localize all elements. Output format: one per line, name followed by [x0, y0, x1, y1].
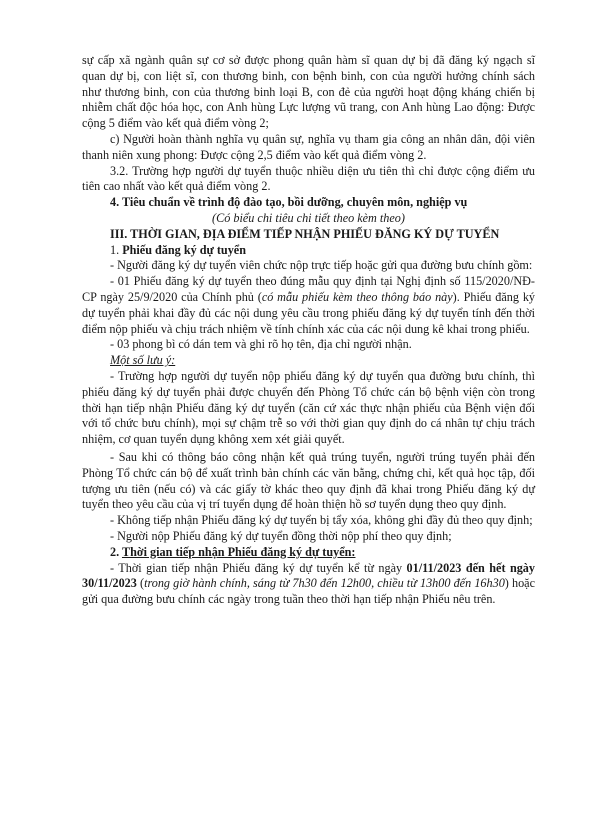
heading-subsection-1: [82, 243, 535, 259]
paragraph-registration-form: [82, 274, 535, 337]
heading-notes: Một số lưu ý:: [110, 353, 176, 368]
registration-form-text-cont: ). Phiếu đăng ký dự tuyển phải khai đầy đủ các nội dung yêu cầu trong phiếu đăng ký dự tuyển tính đến thời điểm nộp phiếu và chịu trách nhiệm về tính chính xác của các nội dung kê khai trong phiếu.: [82, 289, 536, 336]
subsection-2-number: 2.: [110, 544, 122, 559]
receiving-time-text: - Thời gian tiếp nhận Phiếu đăng ký dự tuyển kể từ ngày: [110, 560, 407, 575]
subsection-1-title: Phiếu đăng ký dự tuyển: [122, 242, 246, 257]
registration-form-text: - 01 Phiếu đăng ký dự tuyển theo đúng mẫu quy định tại Nghị định số 115/2020/NĐ-CP ngày 25/9/2020 của Chính phủ (: [82, 274, 535, 304]
paragraph-fee: - Người nộp Phiếu đăng ký dự tuyển đồng thời nộp phí theo quy định;: [110, 528, 452, 543]
paragraph-3-2: 3.2. Trường hợp người dự tuyển thuộc nhiều diện ưu tiên thì chỉ được cộng điểm ưu tiên cao nhất vào kết quả điểm vòng 2.: [82, 163, 535, 194]
subsection-2-title: Thời gian tiếp nhận Phiếu đăng ký dự tuyển:: [121, 544, 356, 559]
heading-section-4: 4. Tiêu chuẩn về trình độ đào tạo, bồi dưỡng, chuyên môn, nghiệp vụ: [110, 195, 468, 210]
paragraph-priority-b: sự cấp xã ngành quân sự cơ sở được phong quân hàm sĩ quan dự bị đã đăng ký ngạch sĩ quan dự bị, con liệt sĩ, con thương binh, con bệnh binh, con của người hưởng chính sách như thương binh, con của thương binh loại B, con đẻ của người hoạt động kháng chiến bị nhiễm chất độc hóa học, con Anh hùng Lực lượng vũ trang, con Anh hùng Lao động: Được cộng 5 điểm vào kết quả điểm vòng 2;: [82, 53, 535, 131]
paragraph-postal-note: - Trường hợp người dự tuyển nộp phiếu đăng ký dự tuyển qua đường bưu chính, thì phiếu đăng ký dự tuyển phải được chuyển đến Phòng Tổ chức cán bộ bệnh viện còn trong thời hạn tiếp nhận Phiếu đăng ký dự tuyển (căn cứ xác thực nhận phiếu của Bệnh viện đối với tổ chức bưu chính), mọi sự chậm trễ so với thời gian quy định do cá nhân tự chịu trách nhiệm, cơ quan tuyển dụng không xem xét giải quyết.: [82, 368, 535, 447]
registration-form-italic: có mẫu phiếu kèm theo thông báo này: [261, 289, 453, 304]
heading-section-4-note: (Có biểu chi tiêu chi tiết theo kèm theo): [212, 210, 405, 225]
paragraph-receiving-time: [82, 561, 535, 608]
paragraph-submission-methods: - Người đăng ký dự tuyển viên chức nộp trực tiếp hoặc gửi qua đường bưu chính gồm:: [110, 258, 533, 273]
receiving-time-dates: 01/11/2023 đến hết ngày 30/11/2023: [82, 560, 535, 591]
receiving-time-text-cont: ) hoặc gửi qua đường bưu chính các ngày trong tuần theo thời hạn tiếp nhận Phiếu nêu trên.: [82, 576, 535, 607]
receiving-time-hours: trong giờ hành chính, sáng từ 7h30 đến 12h00, chiều từ 13h00 đến 16h30: [144, 576, 505, 591]
receiving-time-paren: (: [136, 576, 145, 591]
subsection-1-number: 1.: [110, 242, 123, 257]
paragraph-after-results: - Sau khi có thông báo công nhận kết quả trúng tuyển, người trúng tuyển phải đến Phòng Tổ chức cán bộ để xuất trình bản chính các văn bằng, chứng chỉ, kết quả học tập, đối tượng ưu tiên (nếu có) và các giấy tờ khác theo quy định đã khai trong Phiếu đăng ký dự tuyển theo yêu cầu của vị trí tuyển dụng để hoàn thiện hồ sơ tuyển dụng theo quy định.: [82, 449, 535, 512]
paragraph-envelopes: - 03 phong bì có dán tem và ghi rõ họ tên, địa chỉ người nhận.: [110, 337, 412, 352]
heading-subsection-2: [82, 545, 535, 561]
heading-section-iii: III. THỜI GIAN, ĐỊA ĐIỂM TIẾP NHẬN PHIẾU ĐĂNG KÝ DỰ TUYỂN: [110, 226, 500, 241]
paragraph-priority-c: c) Người hoàn thành nghĩa vụ quân sự, nghĩa vụ tham gia công an nhân dân, đội viên thanh niên xung phong: Được cộng 2,5 điểm vào kết quả điểm vòng 2.: [82, 131, 535, 162]
paragraph-no-erasure: - Không tiếp nhận Phiếu đăng ký dự tuyển bị tẩy xóa, không ghi đầy đủ theo quy định;: [110, 513, 533, 528]
